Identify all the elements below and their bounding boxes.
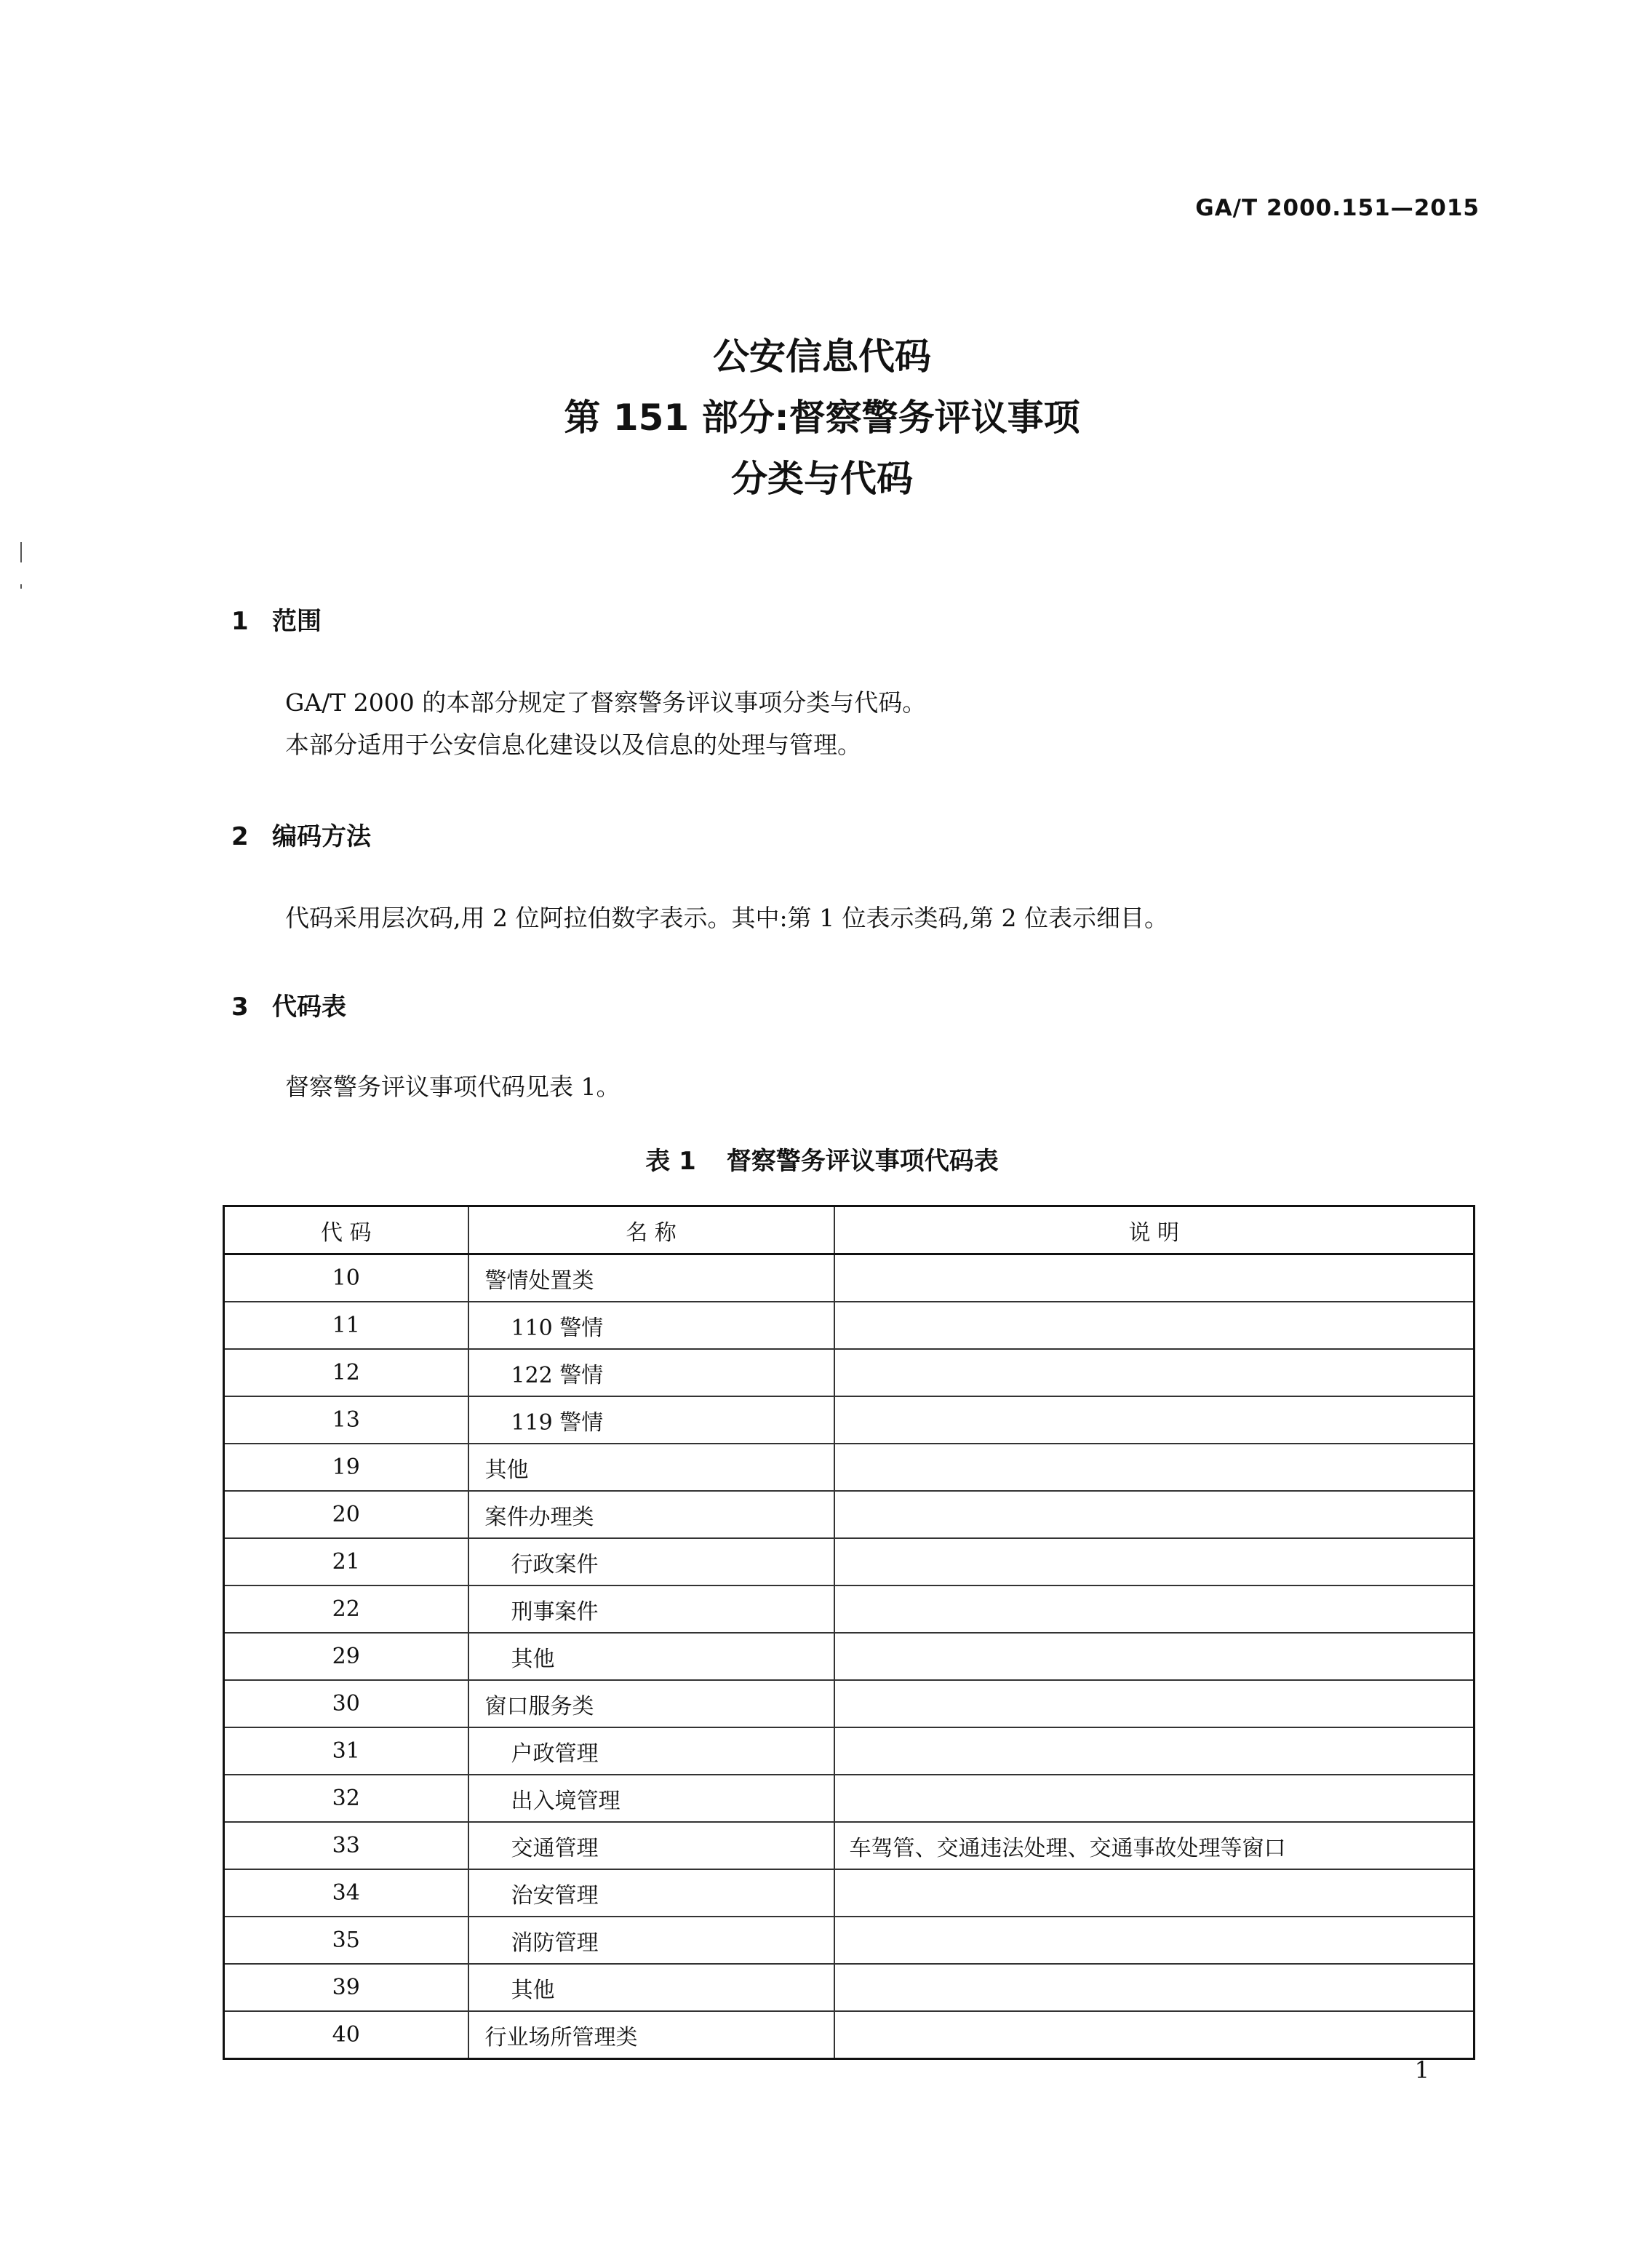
table-caption	[0, 1141, 1644, 1177]
code-table	[223, 1205, 1475, 2060]
cell-code: 29	[224, 1633, 468, 1680]
header-name: 名 称	[468, 1206, 834, 1254]
table-row	[224, 1585, 1475, 1633]
cell-description	[834, 1727, 1475, 1775]
cell-code: 20	[224, 1491, 468, 1538]
cell-name: 行业场所管理类	[468, 2011, 834, 2059]
section-3-body	[285, 1070, 621, 1105]
cell-name: 案件办理类	[468, 1491, 834, 1538]
cell-code: 30	[224, 1680, 468, 1727]
cell-name: 其他	[468, 1633, 834, 1680]
paragraph: GA/T 2000 的本部分规定了督察警务评议事项分类与代码。	[285, 688, 927, 717]
cell-description	[834, 1775, 1475, 1822]
header-code: 代 码	[224, 1206, 468, 1254]
cell-name: 110 警情	[468, 1302, 834, 1349]
cell-description	[834, 1254, 1475, 1302]
cell-description	[834, 1964, 1475, 2011]
cell-name: 出入境管理	[468, 1775, 834, 1822]
table-caption-title: 督察警务评议事项代码表	[726, 1147, 999, 1176]
section-title: 编码方法	[272, 822, 371, 851]
title-line-3: 分类与代码	[731, 458, 913, 500]
cell-name: 119 警情	[468, 1396, 834, 1444]
cell-name: 消防管理	[468, 1917, 834, 1964]
cell-code: 34	[224, 1869, 468, 1917]
scan-mark	[20, 542, 22, 562]
cell-description	[834, 2011, 1475, 2059]
table-row	[224, 1444, 1475, 1491]
page-number: 1	[1414, 2056, 1429, 2084]
table-row	[224, 1491, 1475, 1538]
cell-code: 19	[224, 1444, 468, 1491]
table-row	[224, 1349, 1475, 1396]
section-number: 3	[231, 992, 249, 1022]
cell-code: 35	[224, 1917, 468, 1964]
section-number: 1	[231, 607, 249, 636]
cell-description	[834, 1444, 1475, 1491]
table-row	[224, 1822, 1475, 1869]
cell-code: 39	[224, 1964, 468, 2011]
cell-description	[834, 1869, 1475, 1917]
cell-code: 11	[224, 1302, 468, 1349]
cell-description	[834, 1917, 1475, 1964]
cell-description	[834, 1349, 1475, 1396]
cell-code: 21	[224, 1538, 468, 1585]
scan-mark	[20, 584, 22, 589]
title-line-1: 公安信息代码	[713, 335, 931, 378]
cell-description	[834, 1491, 1475, 1538]
cell-code: 12	[224, 1349, 468, 1396]
cell-description	[834, 1396, 1475, 1444]
table-row	[224, 1917, 1475, 1964]
cell-name: 窗口服务类	[468, 1680, 834, 1727]
cell-code: 31	[224, 1727, 468, 1775]
table-row	[224, 1964, 1475, 2011]
cell-name: 其他	[468, 1964, 834, 2011]
cell-name: 122 警情	[468, 1349, 834, 1396]
paragraph: 本部分适用于公安信息化建设以及信息的处理与管理。	[285, 731, 861, 759]
cell-code: 33	[224, 1822, 468, 1869]
section-1-body	[285, 685, 926, 763]
cell-description	[834, 1538, 1475, 1585]
table-row	[224, 1396, 1475, 1444]
cell-code: 32	[224, 1775, 468, 1822]
cell-description	[834, 1633, 1475, 1680]
standard-code: GA/T 2000.151—2015	[1195, 195, 1480, 221]
section-2-heading	[231, 816, 371, 852]
cell-code: 10	[224, 1254, 468, 1302]
table-row	[224, 2011, 1475, 2059]
section-number: 2	[231, 822, 249, 851]
cell-name: 刑事案件	[468, 1585, 834, 1633]
cell-description	[834, 1680, 1475, 1727]
paragraph: 代码采用层次码,用 2 位阿拉伯数字表示。其中:第 1 位表示类码,第 2 位表示细目。	[285, 904, 1169, 932]
cell-description: 车驾管、交通违法处理、交通事故处理等窗口	[834, 1822, 1475, 1869]
cell-description	[834, 1585, 1475, 1633]
table-row	[224, 1633, 1475, 1680]
cell-name: 治安管理	[468, 1869, 834, 1917]
table-header-row	[224, 1206, 1475, 1254]
table-row	[224, 1254, 1475, 1302]
table-row	[224, 1869, 1475, 1917]
document-title	[0, 326, 1644, 509]
cell-name: 户政管理	[468, 1727, 834, 1775]
section-1-heading	[231, 601, 322, 637]
cell-description	[834, 1302, 1475, 1349]
header-description: 说 明	[834, 1206, 1475, 1254]
cell-code: 13	[224, 1396, 468, 1444]
table-row	[224, 1680, 1475, 1727]
table-row	[224, 1538, 1475, 1585]
section-2-body	[285, 901, 1168, 936]
table-row	[224, 1775, 1475, 1822]
cell-name: 交通管理	[468, 1822, 834, 1869]
section-3-heading	[231, 987, 346, 1022]
cell-code: 40	[224, 2011, 468, 2059]
section-title: 代码表	[272, 992, 346, 1022]
paragraph: 督察警务评议事项代码见表 1。	[285, 1073, 621, 1101]
cell-code: 22	[224, 1585, 468, 1633]
cell-name: 其他	[468, 1444, 834, 1491]
cell-name: 警情处置类	[468, 1254, 834, 1302]
table-row	[224, 1302, 1475, 1349]
title-line-2: 第 151 部分:督察警务评议事项	[564, 397, 1080, 439]
table-row	[224, 1727, 1475, 1775]
section-title: 范围	[272, 607, 322, 636]
table-caption-label: 表 1	[645, 1147, 696, 1176]
cell-name: 行政案件	[468, 1538, 834, 1585]
